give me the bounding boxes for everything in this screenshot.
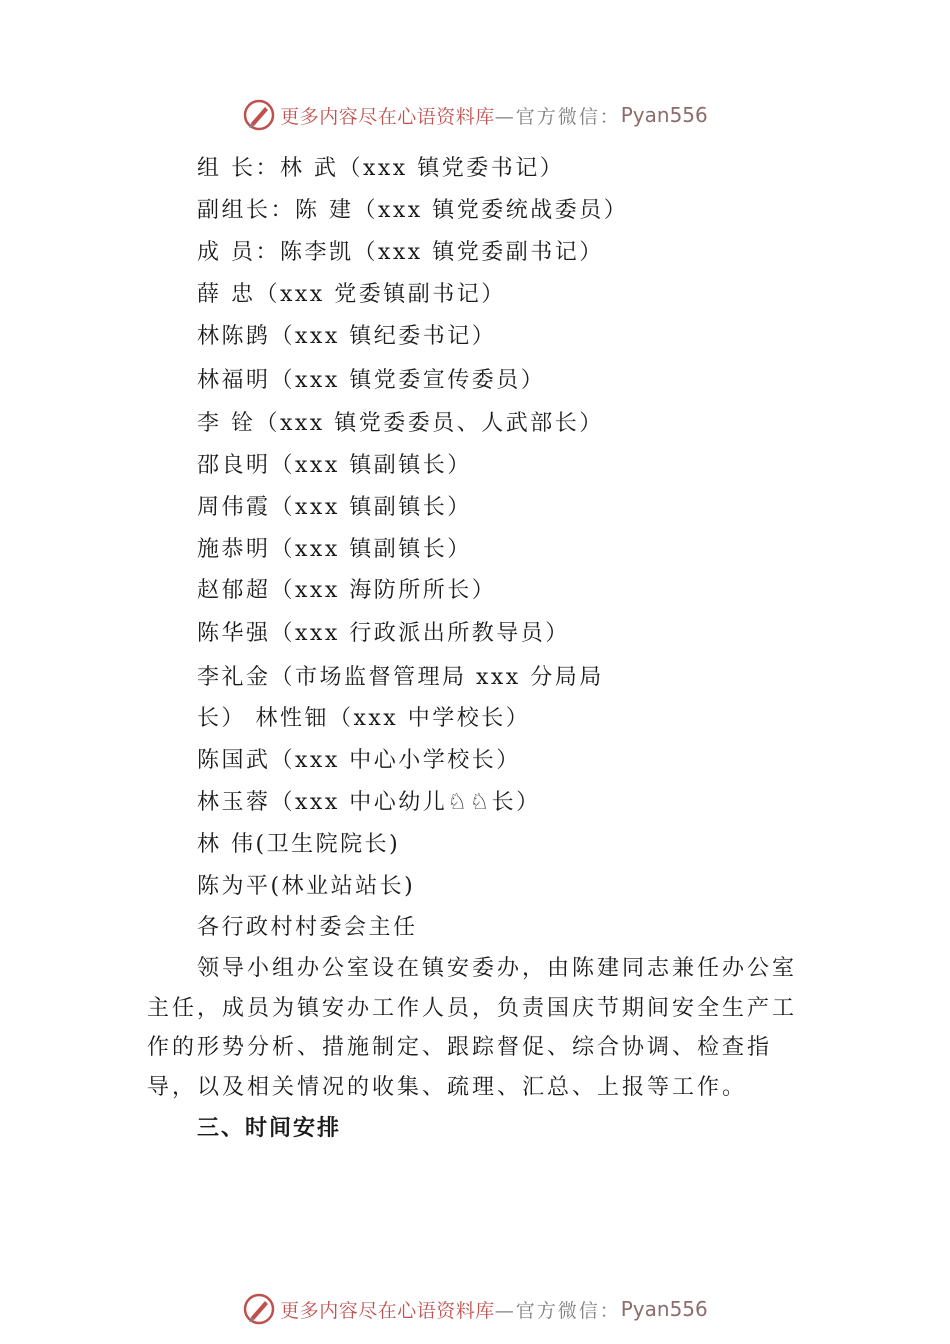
member-line: 林玉蓉（xxx 中心幼儿♘♘长） (197, 790, 541, 815)
member-line: 林陈鹍（xxx 镇纪委书记） (197, 324, 497, 349)
watermark-brand: 更多内容尽在心语资料库 (280, 1299, 495, 1322)
member-line: 李礼金（市场监督管理局 xxx 分局局 (197, 665, 604, 690)
watermark-separator: —官方微信： (494, 105, 621, 128)
member-line: 周伟霞（xxx 镇副镇长） (197, 495, 472, 520)
pen-logo-icon (242, 1292, 276, 1326)
member-line: 长） 林性钿（xxx 中学校长） (197, 706, 531, 731)
watermark-brand: 更多内容尽在心语资料库 (280, 105, 495, 128)
member-line: 陈华强（xxx 行政派出所教导员） (197, 621, 570, 646)
section-heading: 三、时间安排 (197, 1116, 342, 1141)
member-line: 陈国武（xxx 中心小学校长） (197, 748, 521, 773)
office-paragraph: 领导小组办公室设在镇安委办，由陈建同志兼任办公室主任，成员为镇安办工作人员，负责国庆节期间安全生产工作的形势分析、措施制定、跟踪督促、综合协调、检查指导，以及相关情况的收集、疏理、汇总、上报等工作。 (147, 956, 798, 1100)
member-line: 林福明（xxx 镇党委宣传委员） (197, 368, 546, 393)
member-line: 施恭明（xxx 镇副镇长） (197, 537, 472, 562)
member-line: 李 铨（xxx 镇党委委员、人武部长） (197, 411, 604, 436)
watermark-separator: —官方微信： (494, 1299, 621, 1322)
member-line: 各行政村村委会主任 (197, 915, 418, 940)
watermark-banner-bottom (0, 1289, 950, 1329)
member-line: 组 长：林 武（xxx 镇党委书记） (197, 156, 565, 181)
watermark-banner-top (0, 95, 950, 135)
member-line: 赵郁超（xxx 海防所所长） (197, 578, 497, 603)
member-line: 邵良明（xxx 镇副镇长） (197, 453, 472, 478)
member-line: 薛 忠（xxx 党委镇副书记） (197, 282, 506, 307)
watermark-account: Pyan556 (620, 1297, 708, 1321)
member-line: 副组长：陈 建（xxx 镇党委统战委员） (197, 198, 629, 223)
member-line: 陈为平(林业站站长) (197, 874, 416, 899)
member-line: 林 伟(卫生院院长) (197, 832, 401, 857)
member-line: 成 员：陈李凯（xxx 镇党委副书记） (197, 240, 604, 265)
pen-logo-icon (242, 98, 276, 132)
watermark-account: Pyan556 (620, 103, 708, 127)
